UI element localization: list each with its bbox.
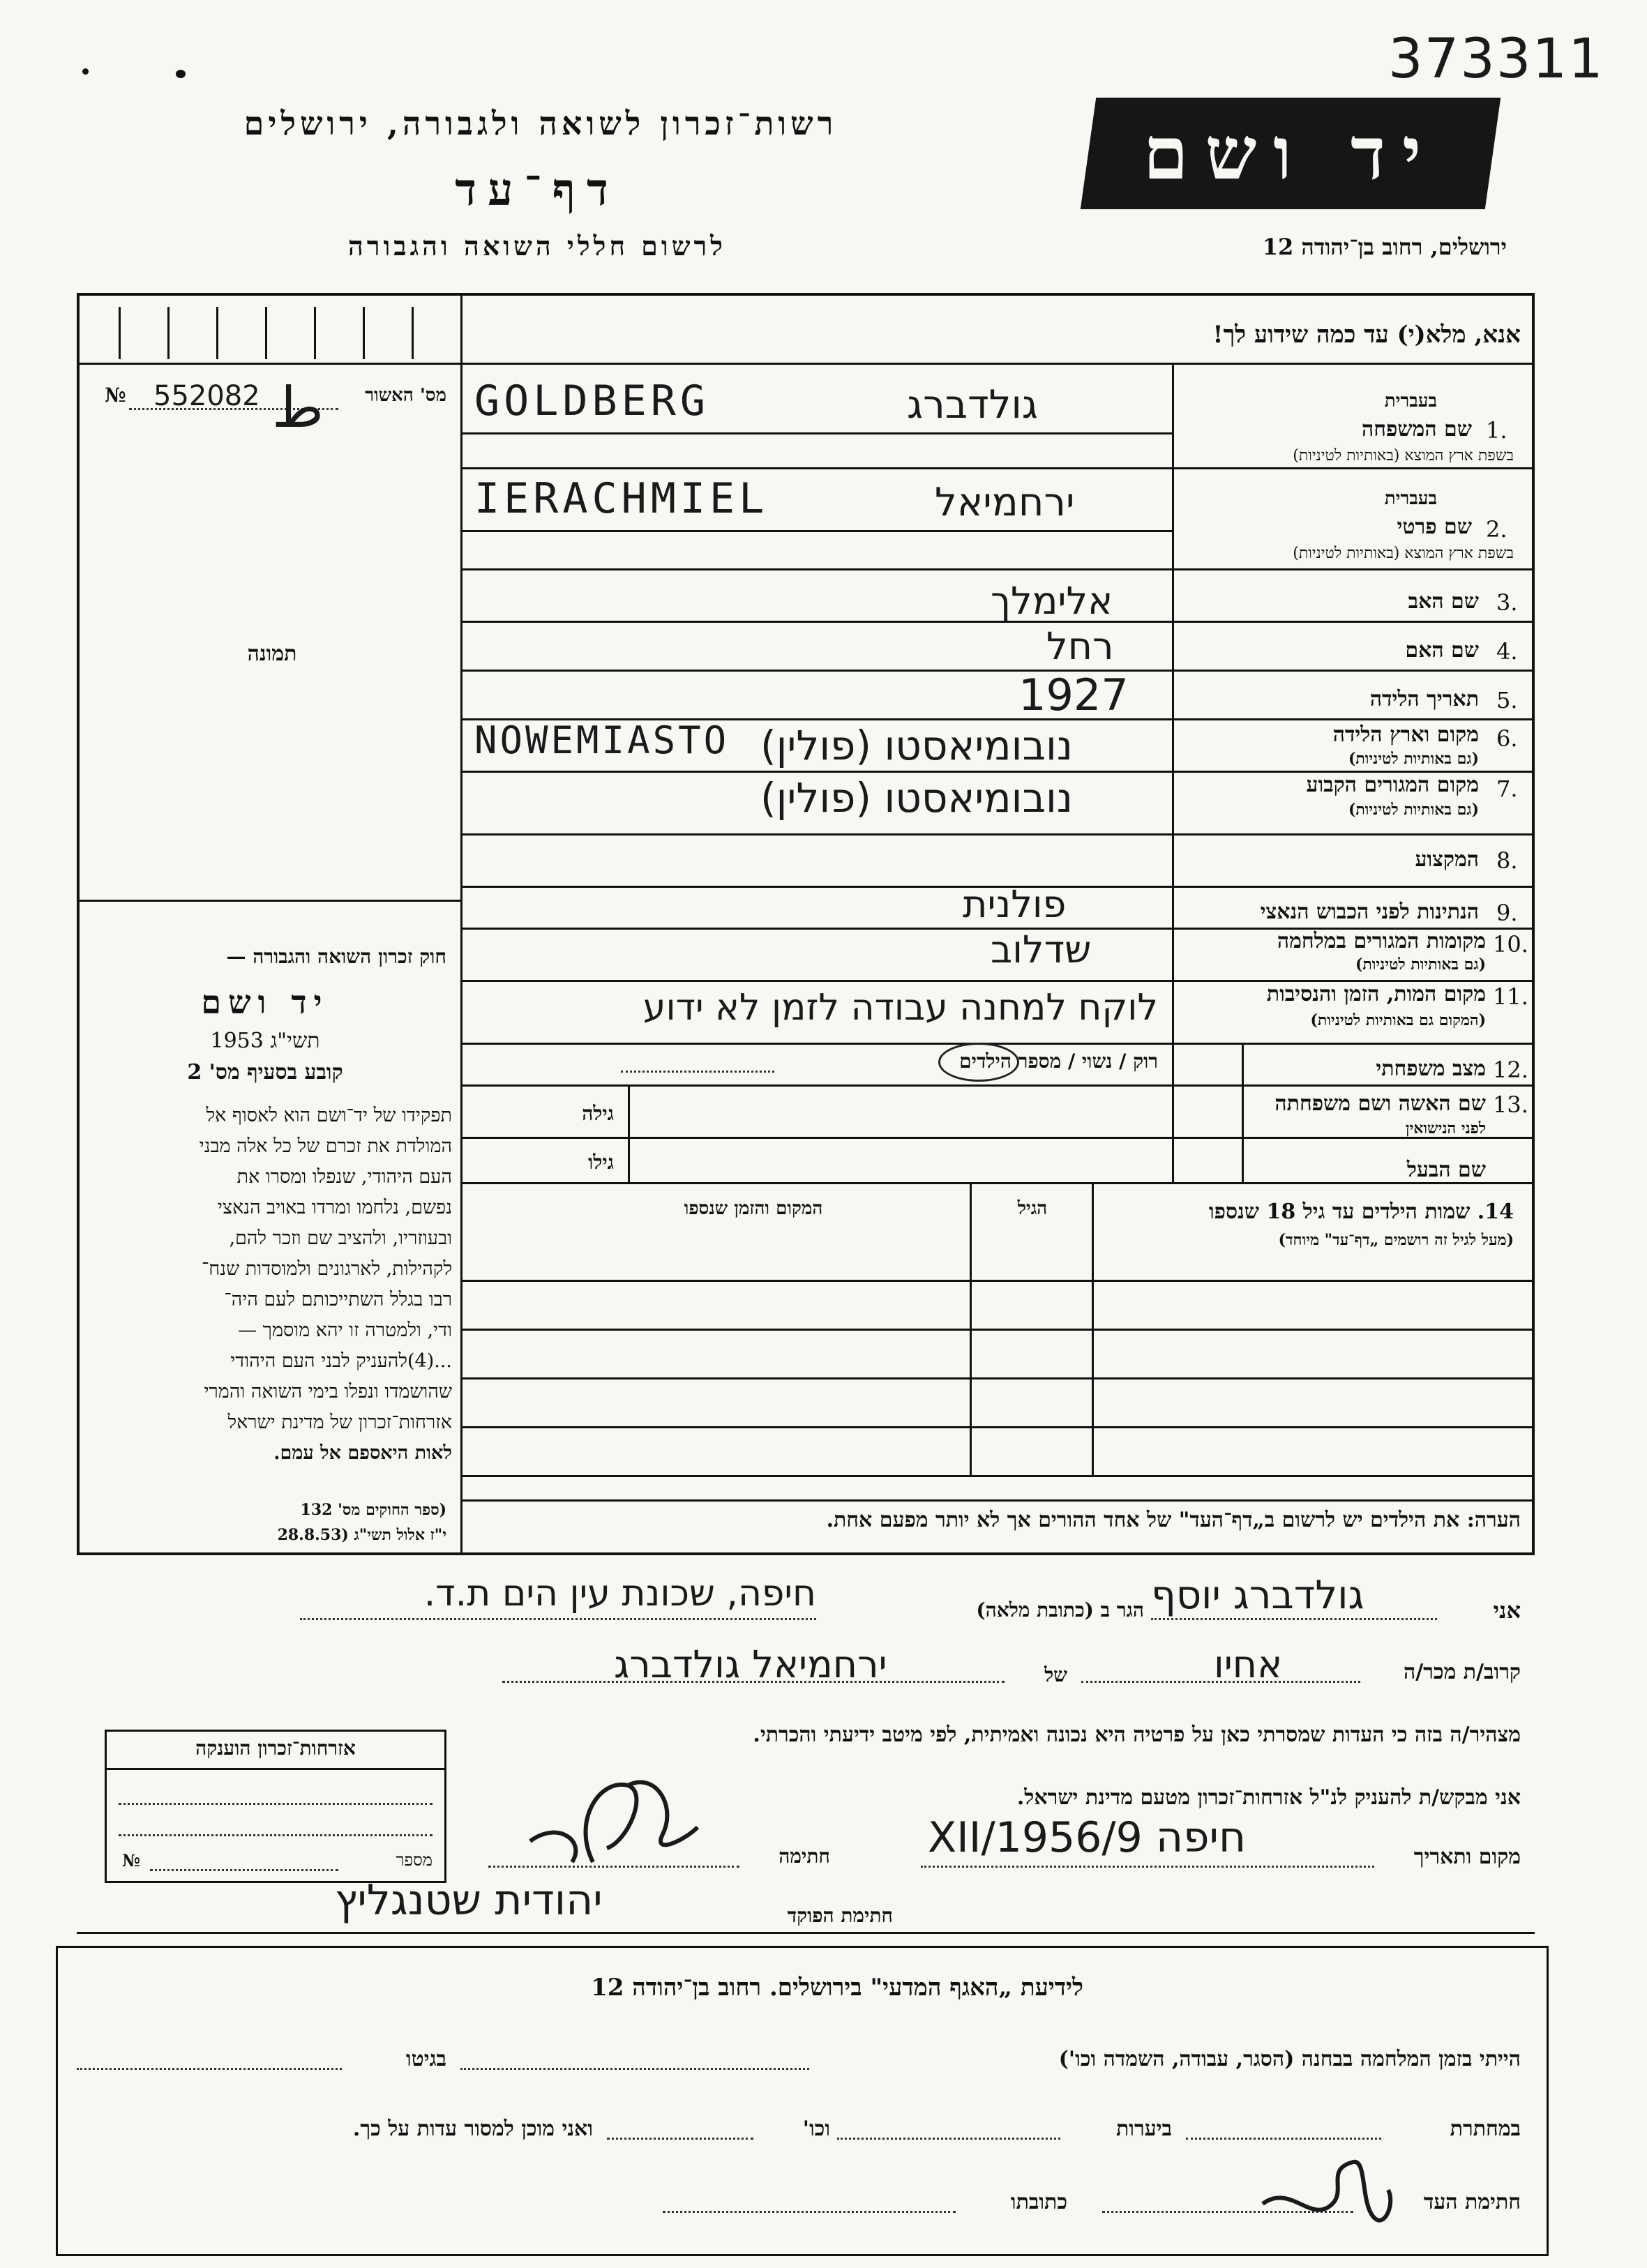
field-12-label: מצב משפחתי xyxy=(1376,1057,1486,1081)
official-signature: יהודית שטנגליץ xyxy=(335,1876,603,1925)
photo-box-bottom xyxy=(77,900,460,902)
children-count-dots xyxy=(621,1071,774,1073)
footer-dots xyxy=(663,2211,956,2213)
approval-no-label: № xyxy=(105,384,126,407)
field-13-label: שם האשה ושם משפחתה xyxy=(1274,1091,1486,1116)
field-11-value: לוקח למחנה עבודה לזמן לא ידוע xyxy=(642,987,1158,1029)
status-circle xyxy=(938,1043,1019,1082)
field-1-label: שם המשפחה xyxy=(1361,417,1472,441)
law-line: תפקידו של יד־ושם הוא לאסוף אל xyxy=(206,1105,452,1126)
children-note: (מעל לגיל זה רושמים „דף־עד" מיוחד) xyxy=(1278,1231,1514,1249)
husband-age-label: גילו xyxy=(588,1151,614,1174)
footer-dots xyxy=(1186,2138,1381,2140)
left-column-divider xyxy=(460,293,462,1555)
col-age-header: הגיל xyxy=(1017,1198,1048,1219)
declarant-signature xyxy=(488,1757,753,1876)
form-title: דף־עד xyxy=(455,164,619,216)
row-line xyxy=(460,833,1535,836)
wife-age-label: גילה xyxy=(582,1102,614,1125)
field-10-value: שדלוב xyxy=(991,928,1092,972)
address-dots xyxy=(300,1618,816,1620)
archive-number: 373311 xyxy=(1388,28,1604,91)
col-place-header: המקום והזמן שנספו xyxy=(684,1198,823,1219)
field-1-hebrew: גולדברג xyxy=(907,382,1038,428)
yad-vashem-logo xyxy=(1081,98,1501,209)
footer-line3-b: כתובתו xyxy=(1010,2190,1067,2214)
field-6-label: מקום וארץ הלידה xyxy=(1332,723,1479,747)
citizenship-number-dots xyxy=(150,1869,338,1871)
tick-row xyxy=(84,307,453,359)
field-9-value: פולנית xyxy=(963,882,1067,926)
place-date-label: מקום ותאריך xyxy=(1413,1845,1521,1869)
authority-name: רשות־זכרון לשואה ולגבורה, ירושלים xyxy=(243,105,838,142)
law-text-block xyxy=(82,1101,452,1469)
approval-value: 552082 xyxy=(153,380,260,412)
row-line xyxy=(460,467,1535,469)
children-row-line xyxy=(460,1475,1535,1477)
law-gazette-date: י"ז אלול תשי"ג (28.8.53 xyxy=(277,1526,446,1544)
ink-speck xyxy=(82,68,89,75)
field-3-num: 3. xyxy=(1496,589,1518,616)
relation-value: אחיו xyxy=(1214,1642,1283,1686)
law-line: אזרחות־זכרון של מדינת ישראל xyxy=(227,1412,452,1433)
field-2-heb-label: בעברית xyxy=(1384,488,1437,509)
field-13-sub: לפני הנישואין xyxy=(1405,1119,1486,1137)
law-line: נפשם, נלחמו ומרדו באויב הנאצי xyxy=(217,1197,452,1218)
law-line: ודי, ולמטרה זו יהא מוסמך — xyxy=(238,1320,452,1341)
field-3-value: אלימלך xyxy=(991,579,1113,623)
children-row-line xyxy=(460,1329,1535,1331)
logo-text: יד ושם xyxy=(1143,110,1438,196)
declaration-text: מצהיר/ה בזה כי העדות שמסרתי כאן על פרטיה היא נכונה ואמיתית, לפי מיטב ידיעתי והכרתי. xyxy=(753,1723,1521,1747)
field-11-num: 11. xyxy=(1493,983,1528,1010)
row-line xyxy=(460,670,1535,672)
field-8-label: המקצוע xyxy=(1415,847,1479,872)
field-6-latin: NOWEMIASTO xyxy=(474,718,730,762)
approval-label: מס' האשור xyxy=(365,385,446,406)
official-label: חתימת הפוקד xyxy=(787,1904,893,1927)
law-year: תשי"ג 1953 xyxy=(210,1029,320,1053)
marital-status-options: רוק / נשוי / מספר הילדים xyxy=(959,1050,1158,1073)
row-line xyxy=(460,1182,1535,1184)
field-1-inner-line xyxy=(460,432,1172,434)
field-5-num: 5. xyxy=(1496,687,1518,713)
field-2-label: שם פרטי xyxy=(1397,515,1472,539)
law-line: העם היהודי, שנפלו ומסרו את xyxy=(236,1166,452,1188)
law-line: רבו בגלל השתייכותם לעם היה־ xyxy=(224,1289,452,1310)
law-line: ...(4)להעניק לבני העם היהודי xyxy=(230,1350,452,1372)
footer-line2-d: ואני מוכן למסור עדות על כך. xyxy=(352,2117,593,2141)
footer-dots xyxy=(460,2068,809,2070)
footer-line2-b: ביערות xyxy=(1115,2117,1172,2141)
citizenship-number-label: מספר xyxy=(396,1850,433,1870)
footer-dots xyxy=(607,2138,753,2140)
row-line-13 xyxy=(460,1137,1535,1139)
declarant-ani: אני xyxy=(1493,1597,1521,1624)
field-2-latin: IERACHMIEL xyxy=(474,474,769,523)
of-label: של xyxy=(1044,1663,1067,1686)
citizenship-dots xyxy=(119,1834,433,1836)
field-7-value: נובומיאסטו (פולין) xyxy=(760,774,1073,822)
request-text: אני מבקש/ת להעניק לנ"ל אזרחות־זכרון מטעם מדינת ישראל. xyxy=(1016,1785,1521,1810)
law-line: שהושמדו ונפלו בימי השואה והמרי xyxy=(204,1381,452,1403)
footer-line2-c: וכו' xyxy=(802,2117,830,2141)
field-4-num: 4. xyxy=(1496,638,1518,665)
field-1-num: 1. xyxy=(1486,417,1507,444)
signature-label: חתימה xyxy=(779,1845,830,1868)
relation-label: קרוב/ת מכר/ה xyxy=(1403,1660,1521,1684)
field-2-sub: בשפת ארץ המוצא (באותיות לטיניות) xyxy=(1293,545,1514,562)
remark-text: הערה: את הילדים יש לרשום ב„דף־העד" של אחד ההורים אך לא יותר מפעם אחת. xyxy=(826,1508,1521,1532)
declarant-lives-label: הגר ב (כתובת מלאה) xyxy=(976,1598,1144,1621)
declaration-bottom-line xyxy=(77,1932,1535,1934)
field-1-sub: בשפת ארץ המוצא (באותיות לטיניות) xyxy=(1293,447,1514,464)
field-8-num: 8. xyxy=(1496,847,1518,874)
top-row-line xyxy=(77,363,1535,365)
row-line xyxy=(460,621,1535,623)
row-line xyxy=(460,1084,1535,1087)
field-7-sub: (גם באותיות לטיניות) xyxy=(1348,801,1479,819)
field-7-num: 7. xyxy=(1496,776,1518,802)
footer-line2-a: במחתרת xyxy=(1450,2117,1521,2141)
address: ירושלים, רחוב בן־יהודה 12 xyxy=(1262,234,1507,260)
field-6-sub: (גם באותיות לטיניות) xyxy=(1348,750,1479,768)
citizenship-no: № xyxy=(122,1850,141,1870)
declarant-name: גולדברג יוסף xyxy=(1151,1573,1364,1618)
approval-initials: ط xyxy=(272,375,324,440)
declarant-address: חיפה, שכונת עין הים ת.ד. xyxy=(423,1573,816,1615)
footer-dots xyxy=(837,2138,1060,2140)
field-7-label: מקום המגורים הקבוע xyxy=(1306,773,1479,797)
footer-title: לידיעת „האגף המדעי" בירושלים. רחוב בן־יהודה 12 xyxy=(591,1974,1083,2002)
law-name: יד ושם xyxy=(201,983,329,1021)
law-line: לקהילות, לארגונים ולמוסדות שנח־ xyxy=(201,1258,452,1280)
form-subtitle: לרשום חללי השואה והגבורה xyxy=(348,230,726,262)
footer-dots xyxy=(77,2068,342,2070)
husband-name-label: שם הבעל xyxy=(1406,1158,1486,1182)
field-5-value: 1927 xyxy=(1018,670,1129,720)
law-line: ובעוזריו, ולהציב שם וזכר להם, xyxy=(229,1227,452,1249)
law-line: לאות היאספם אל עמם. xyxy=(273,1442,452,1464)
remark-top-line xyxy=(460,1499,1535,1502)
row-line xyxy=(460,568,1535,570)
field-10-num: 10. xyxy=(1493,931,1528,958)
field-12-num: 12. xyxy=(1493,1057,1528,1083)
citizenship-title: אזרחות־זכרון הוענקה xyxy=(195,1737,356,1760)
field-1-heb-label: בעברית xyxy=(1384,391,1437,411)
children-title: 14. שמות הילדים עד גיל 18 שנספו xyxy=(1208,1200,1514,1224)
intro-text: אנא, מלא(י) עד כמה שידוע לך! xyxy=(1212,321,1521,349)
citizenship-title-line xyxy=(105,1768,446,1770)
field-2-num: 2. xyxy=(1486,516,1507,543)
field-9-label: הנתינות לפני הכבוש הנאצי xyxy=(1260,900,1479,924)
law-line: המולדת את זכרם של כל אלה מבני xyxy=(199,1135,452,1157)
field-4-value: רחל xyxy=(1046,624,1114,668)
ink-speck xyxy=(176,70,186,78)
field-2-inner-line xyxy=(460,530,1172,532)
children-row-line xyxy=(460,1426,1535,1428)
footer-line1-a: הייתי בזמן המלחמה בבחנה (הסגר, עבודה, השמדה וכו') xyxy=(1058,2047,1521,2071)
citizenship-dots xyxy=(119,1803,433,1805)
place-date-dots xyxy=(921,1866,1374,1868)
age-divider xyxy=(628,1084,630,1182)
place-date-value: חיפה 9/XII/1956 xyxy=(928,1813,1247,1862)
field-10-label: מקומות המגורים במלחמה xyxy=(1277,929,1486,953)
children-row-line xyxy=(460,1377,1535,1379)
field-5-label: תאריך הלידה xyxy=(1369,687,1479,711)
footer-line3-a: חתימת העד xyxy=(1423,2190,1521,2214)
children-row-line xyxy=(460,1280,1535,1282)
field-3-label: שם האב xyxy=(1408,589,1479,614)
footer-line1-b: בגיטו xyxy=(405,2047,446,2071)
field-1-latin: GOLDBERG xyxy=(474,377,709,425)
photo-label: תמונה xyxy=(247,642,297,666)
law-gazette: (ספר החוקים מס' 132 xyxy=(300,1501,446,1519)
field-11-label: מקום המות, הזמן והנסיבות xyxy=(1266,982,1486,1006)
field-10-sub: (גם באותיות לטיניות) xyxy=(1355,955,1486,974)
field-6-value: נובומיאסטו (פולין) xyxy=(760,722,1073,769)
field-13-num: 13. xyxy=(1493,1091,1528,1118)
law-clause: קובע בסעיף מס' 2 xyxy=(187,1060,343,1084)
of-name: ירחמיאל גולדברג xyxy=(614,1642,887,1686)
field-11-sub: (המקום גם באותיות לטיניות) xyxy=(1310,1011,1486,1029)
field-6-num: 6. xyxy=(1496,725,1518,752)
law-heading: חוק זכרון השואה והגבורה — xyxy=(226,945,446,968)
witness-signature xyxy=(1249,2141,1409,2246)
declarant-name-dots xyxy=(1151,1618,1437,1620)
field-2-hebrew: ירחמיאל xyxy=(935,480,1075,525)
field-9-num: 9. xyxy=(1496,900,1518,926)
field-4-label: שם האם xyxy=(1405,638,1479,663)
label-column-divider-13 xyxy=(1242,1043,1244,1182)
